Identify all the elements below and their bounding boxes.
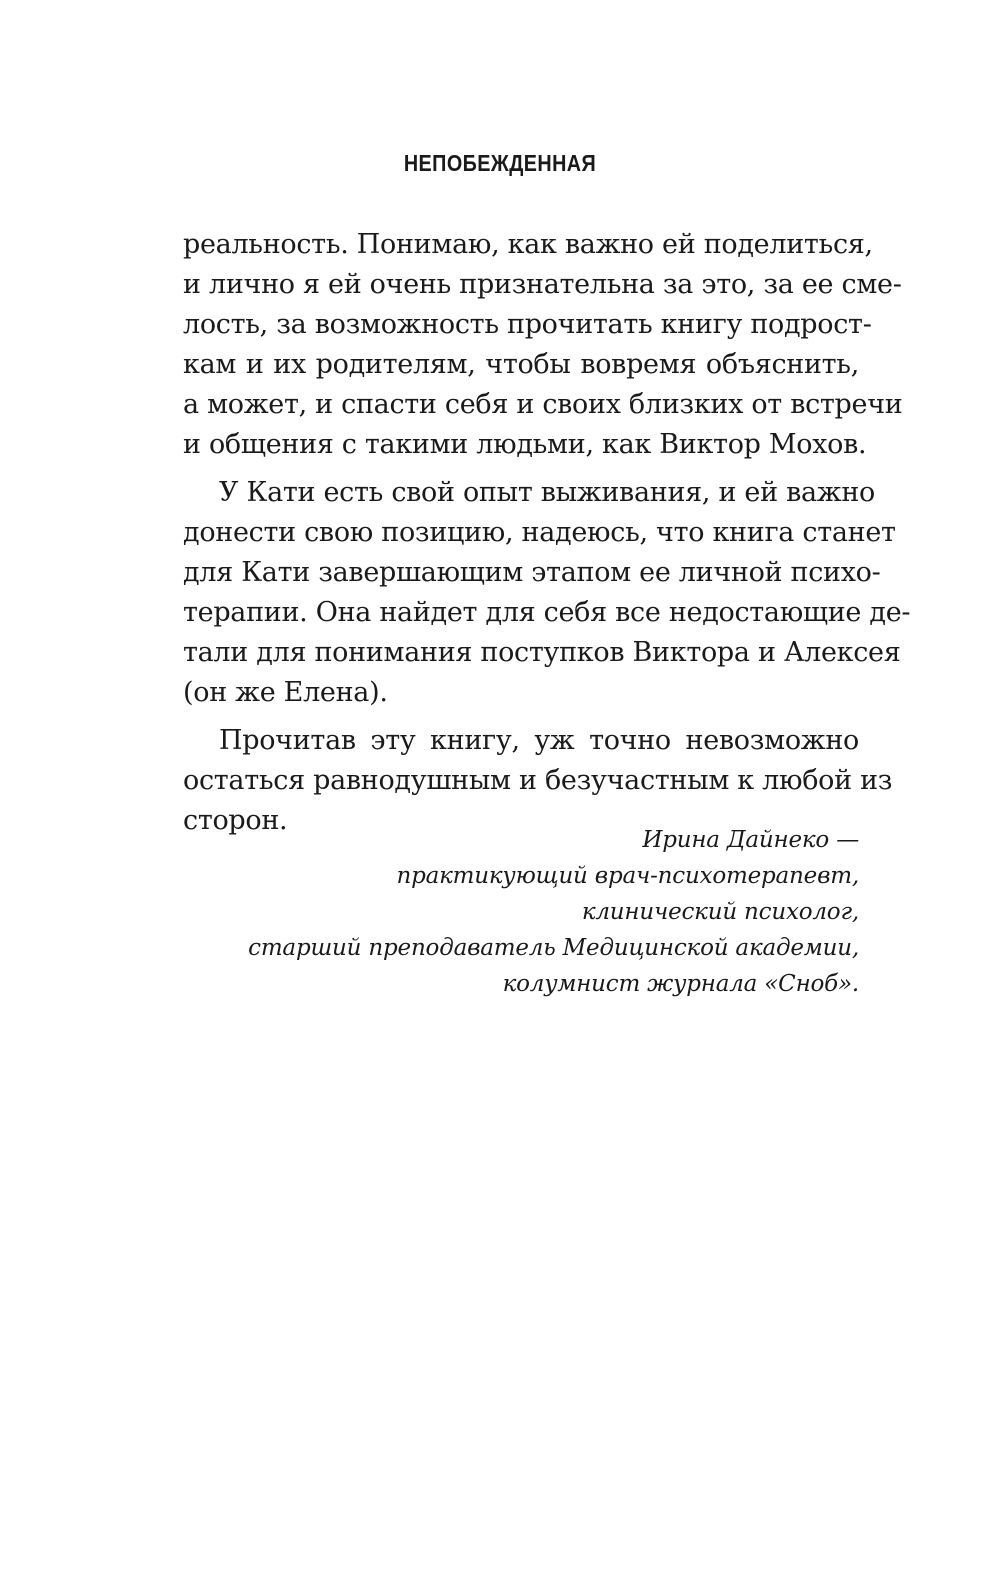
text-line: а может, и спасти себя и своих близких от встречи <box>183 389 903 420</box>
paragraph-1 <box>183 225 903 465</box>
text-line: кам и их родителям, чтобы вовремя объяснить, <box>183 349 859 380</box>
text-line: и общения с такими людьми, как Виктор Мохов. <box>183 429 867 460</box>
text-line: терапии. Она найдет для себя все недостающие де- <box>183 597 911 628</box>
text-line: остаться равнодушным и безучастным к любой из <box>183 765 893 796</box>
text-line: донести свою позицию, надеюсь, что книга станет <box>183 517 896 548</box>
text-line: (он же Елена). <box>183 677 388 708</box>
text-line: и лично я ей очень признательна за это, за ее сме- <box>183 269 902 300</box>
text-line: для Кати завершающим этапом ее личной психо- <box>183 557 881 588</box>
attribution-line: колумнист журнала «Сноб». <box>502 971 859 997</box>
attribution-line: клинический психолог, <box>581 899 859 925</box>
attribution <box>183 822 859 1002</box>
text-line: У Кати есть свой опыт выживания, и ей важно <box>219 477 875 508</box>
text-line: лость, за возможность прочитать книгу подрост- <box>183 309 872 340</box>
text-line: сторон. <box>183 805 288 836</box>
text-line: реальность. Понимаю, как важно ей поделиться, <box>183 229 873 260</box>
attribution-line: старший преподаватель Медицинской академии, <box>248 935 859 961</box>
text-line: Прочитав эту книгу, уж точно невозможно <box>219 725 859 756</box>
paragraph-2 <box>183 473 911 713</box>
attribution-line: практикующий врач-психотерапевт, <box>396 863 859 889</box>
running-header: НЕПОБЕЖДЕННАЯ <box>403 150 597 176</box>
attribution-author: Ирина Дайнеко — <box>642 827 859 853</box>
text-line: тали для понимания поступков Виктора и Алексея <box>183 637 901 668</box>
body-text <box>183 225 911 841</box>
